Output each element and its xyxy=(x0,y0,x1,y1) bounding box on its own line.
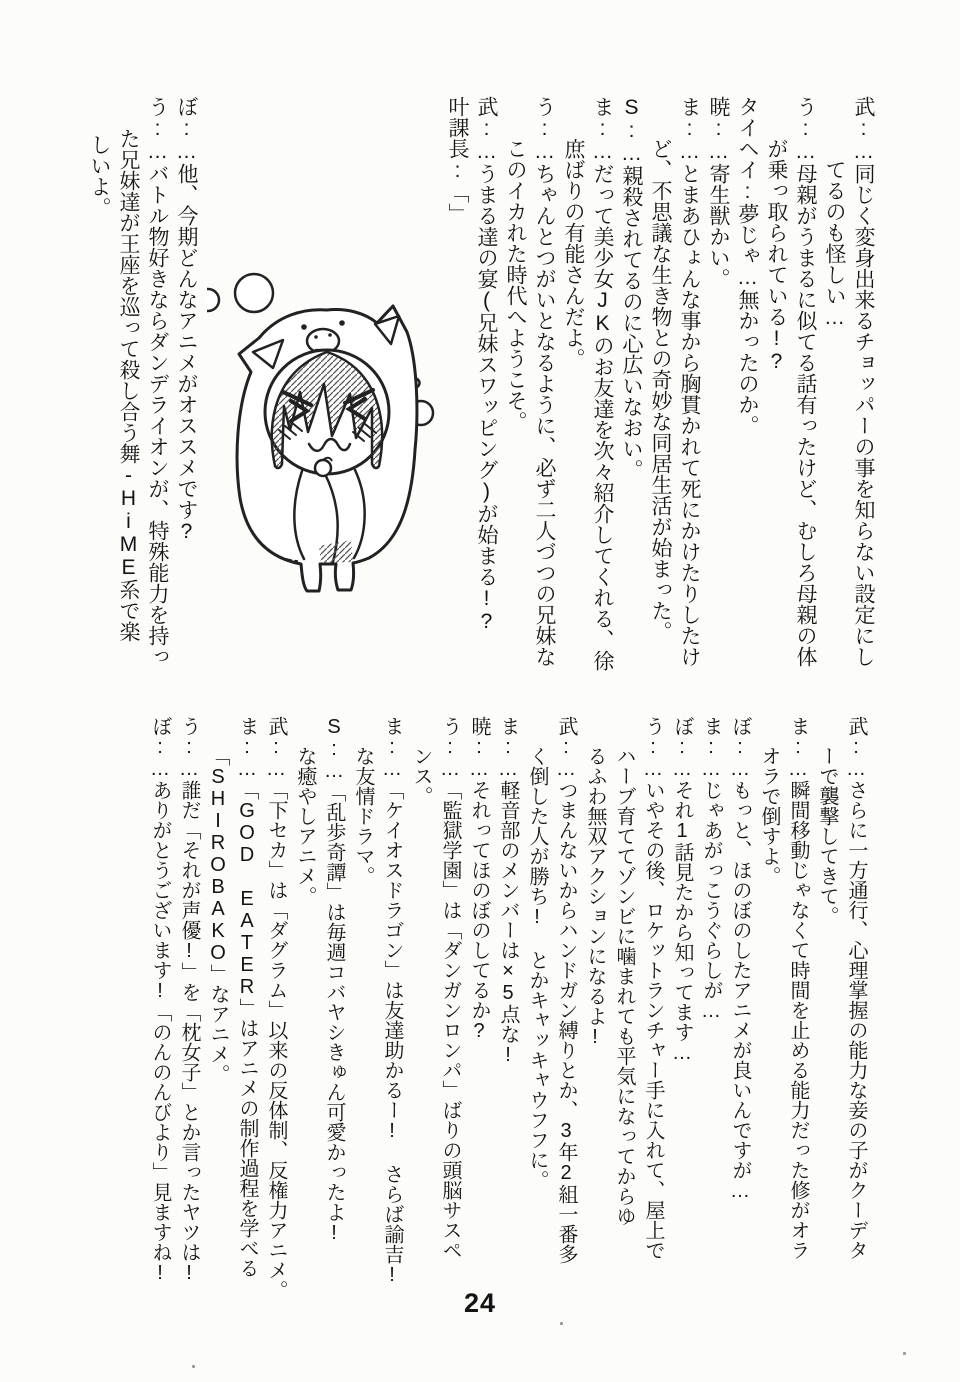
top-text-block xyxy=(84,96,878,678)
text-column: オラで倒すよ。 xyxy=(758,746,780,886)
text-column: 武:…うまる達の宴(兄妹スワッピング)が始まる!? xyxy=(475,96,498,633)
text-column: く倒した人が勝ち! とかキャッキャウフフに。 xyxy=(526,746,548,1190)
text-column: う:…いやその後、ロケットランチャー手に入れて、屋上で xyxy=(642,716,664,1260)
bottom-text-block xyxy=(140,716,870,1312)
text-column: S:…「乱歩奇譚」は毎週コバヤシきゅん可愛かったよ! xyxy=(323,716,345,1244)
text-column: このイカれた時代へようこそ。 xyxy=(504,138,527,432)
text-column: た兄妹達が王座を巡って殺し合う舞-HiME系で楽 xyxy=(117,128,140,642)
text-column: 暁:…寄生獣かい。 xyxy=(707,96,730,289)
text-column: ンス。 xyxy=(410,746,432,806)
text-column: ぼ:…もっと、ほのぼのしたアニメが良いんですが… xyxy=(729,716,751,1202)
text-column: う:…「監獄学園」は「ダンガンロンパ」ばりの頭脳サスペ xyxy=(439,716,461,1260)
text-column: ま:…だって美少女JKのお友達を次々紹介してくれる、徐 xyxy=(591,96,614,671)
text-column: 庶ばりの有能さんだよ。 xyxy=(562,138,585,369)
text-column: 叶課長:「」 xyxy=(446,96,469,224)
text-column: ぼ:…それ1話見たから知ってます… xyxy=(671,716,693,1064)
text-column: るふわ無双アクションになるよ! xyxy=(584,746,606,1048)
scan-speckle xyxy=(192,1365,195,1368)
text-column: う:…誰だ「それが声優!」を「枕女子」とか言ったヤツは! xyxy=(178,716,200,1284)
text-column: ま:…「GOD EATER」はアニメの制作過程を学べる xyxy=(236,716,258,1278)
text-column: 武:…同じく変身出来るチョッパーの事を知らない設定にし xyxy=(852,96,875,667)
text-column: な癒やしアニメ。 xyxy=(294,746,316,906)
text-column: ぼ:…ありがとうございます!「のんのんびより」見ますね! xyxy=(149,716,171,1284)
text-column: ま:…「ケイオスドラゴン」は友達助かるー! さらば諭吉! xyxy=(381,716,403,1286)
text-column: う:…バトル物好きならダンデライオンが、特殊能力を持っ xyxy=(146,96,169,667)
text-column: しいよ。 xyxy=(88,134,111,218)
text-column: ま:…瞬間移動じゃなくて時間を止める能力だった修がオラ xyxy=(787,716,809,1260)
text-column: S:…親殺されてるのに心広いなおい。 xyxy=(620,96,643,480)
text-column: ーで襲撃してきて。 xyxy=(816,746,838,926)
cloak-button xyxy=(315,460,331,476)
text-column: てるのも怪しい… xyxy=(823,159,846,329)
text-column: ま:…じゃあがっこうぐらしが… xyxy=(700,716,722,1022)
text-column: 暁:…それってほのぼのしてるか? xyxy=(468,716,490,1042)
text-column: う:…母親がうまるに似てる話有ったけど、むしろ母親の体 xyxy=(794,96,817,667)
text-column: 武:…つまんないからハンドガン縛りとか、3年2組一番多 xyxy=(555,716,577,1264)
text-column: ま:…とまあひょんな事から胸貫かれて死にかけたりしたけ xyxy=(678,96,701,667)
text-column: ぼ:…他、今期どんなアニメがオススメです? xyxy=(175,96,198,543)
text-column: な友情ドラマ。 xyxy=(352,746,374,886)
text-column: う:…ちゃんとつがいとなるように、必ず二人づつの兄妹な xyxy=(533,96,556,667)
text-column: タイヘイ:夢じゃ…無かったのか。 xyxy=(736,96,759,436)
scan-speckle xyxy=(903,1352,906,1355)
scan-speckle xyxy=(560,1322,563,1325)
page-number: 24 xyxy=(463,1288,497,1318)
chibi-girl-in-hamster-hood-drawing xyxy=(207,260,437,600)
text-column: 「SHIROBAKO」なアニメ。 xyxy=(207,746,229,1084)
text-column: ハーブ育ててゾンビに噛まれても平気になってからゆ xyxy=(613,746,635,1226)
text-column: 武:…さらに一方通行、心理掌握の能力な妾の子がクーデタ xyxy=(845,716,867,1260)
text-column: 武:…「下セカ」は「ダグラム」以来の反体制、反権力アニメ。 xyxy=(265,716,287,1300)
text-column: ど、不思議な生き物との奇妙な同居生活が始まった。 xyxy=(649,138,672,642)
text-column: が乗っ取られている!? xyxy=(765,138,788,373)
text-column: ま:…軽音部のメンバーは×5点な! xyxy=(497,716,519,1066)
